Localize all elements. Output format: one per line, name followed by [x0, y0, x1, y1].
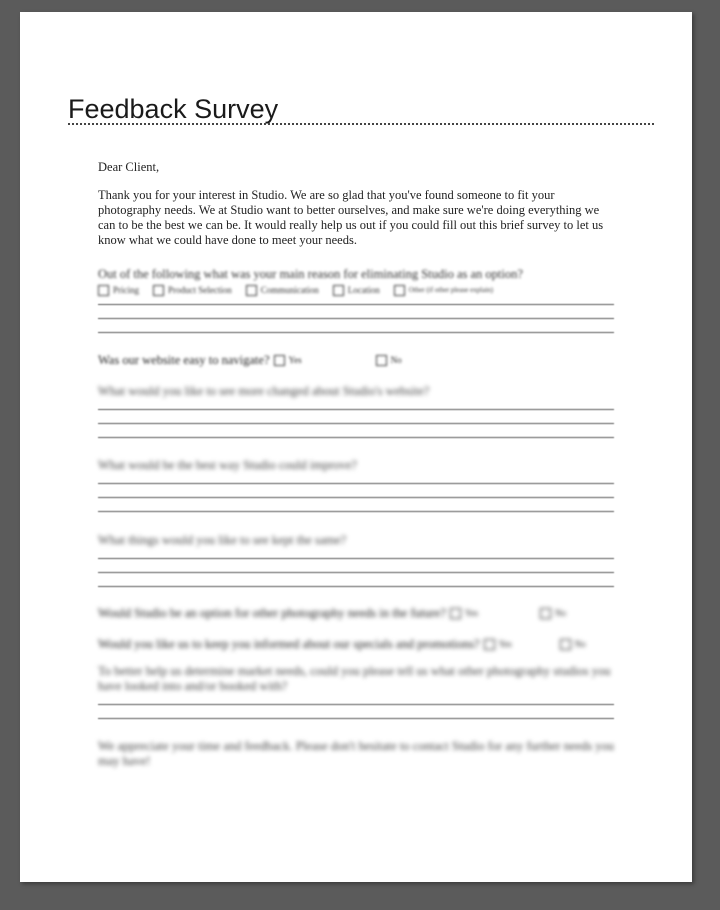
answer-line[interactable] [98, 423, 614, 424]
option-no[interactable]: No [376, 353, 402, 368]
answer-line[interactable] [98, 437, 614, 438]
question-text: Was our website easy to navigate? [98, 353, 270, 367]
option-yes[interactable]: Yes [450, 606, 478, 621]
option-location[interactable]: Location [333, 283, 380, 298]
salutation: Dear Client, [98, 160, 160, 174]
answer-line[interactable] [98, 558, 614, 559]
question-other-studios [98, 664, 614, 732]
checkbox[interactable] [98, 285, 109, 296]
option-communication[interactable]: Communication [246, 283, 319, 298]
answer-line[interactable] [98, 483, 614, 484]
option-no[interactable]: No [560, 637, 586, 652]
answer-lines [98, 304, 614, 333]
checkbox[interactable] [246, 285, 257, 296]
option-yes[interactable]: Yes [484, 637, 512, 652]
title-divider [68, 123, 654, 125]
question-text: Would Studio be an option for other photography needs in the future? [98, 606, 446, 620]
page-title: Feedback Survey [68, 94, 279, 124]
checkbox[interactable] [376, 355, 387, 366]
answer-lines [98, 409, 614, 438]
answer-line[interactable] [98, 497, 614, 498]
option-product-selection[interactable]: Product Selection [153, 283, 232, 298]
question-text: What things would you like to see kept the same? [98, 533, 347, 547]
checkbox[interactable] [484, 639, 495, 650]
checkbox[interactable] [560, 639, 571, 650]
option-yes[interactable]: Yes [274, 353, 302, 368]
question-text: To better help us determine market needs, could you please tell us what other photography studios you have looked into and/or booked with? [98, 664, 611, 693]
question-text: Would you like us to keep you informed about our specials and promotions? [98, 637, 480, 651]
checkbox[interactable] [153, 285, 164, 296]
reason-options [98, 283, 614, 298]
answer-line[interactable] [98, 511, 614, 512]
question-future-needs [98, 606, 614, 621]
letter-body [98, 160, 614, 258]
question-improve [98, 458, 614, 525]
question-text: What would you like to see more changed about Studio's website? [98, 384, 430, 398]
question-website-navigation [98, 353, 614, 368]
intro-paragraph: Thank you for your interest in Studio. We are so glad that you've found someone to fit your photography needs. We at Studio want to better ourselves, and make sure we're doing everything we can to be the best we can be. It would really help us out if you could fill out this brief survey to let us know what we could have done to meet your needs. [98, 188, 604, 247]
answer-line[interactable] [98, 304, 614, 305]
answer-line[interactable] [98, 318, 614, 319]
checkbox[interactable] [333, 285, 344, 296]
checkbox[interactable] [274, 355, 285, 366]
question-text: Out of the following what was your main reason for eliminating Studio as an option? [98, 267, 523, 281]
option-no[interactable]: No [540, 606, 566, 621]
checkbox[interactable] [540, 608, 551, 619]
answer-lines [98, 704, 614, 719]
question-text: What would be the best way Studio could improve? [98, 458, 357, 472]
answer-line[interactable] [98, 586, 614, 587]
option-pricing[interactable]: Pricing [98, 283, 139, 298]
answer-line[interactable] [98, 332, 614, 333]
answer-line[interactable] [98, 409, 614, 410]
option-other[interactable]: Other (if other please explain) [394, 283, 493, 298]
question-keep-same [98, 533, 614, 600]
question-reason [98, 267, 614, 346]
closing-paragraph [98, 739, 614, 769]
question-website-changes [98, 384, 614, 451]
checkbox[interactable] [450, 608, 461, 619]
answer-lines [98, 483, 614, 512]
document-page [20, 12, 692, 882]
answer-line[interactable] [98, 704, 614, 705]
answer-line[interactable] [98, 718, 614, 719]
answer-lines [98, 558, 614, 587]
question-promotions [98, 637, 614, 652]
closing-text: We appreciate your time and feedback. Please don't hesitate to contact Studio for any further needs you may have! [98, 739, 614, 768]
answer-line[interactable] [98, 572, 614, 573]
checkbox[interactable] [394, 285, 405, 296]
